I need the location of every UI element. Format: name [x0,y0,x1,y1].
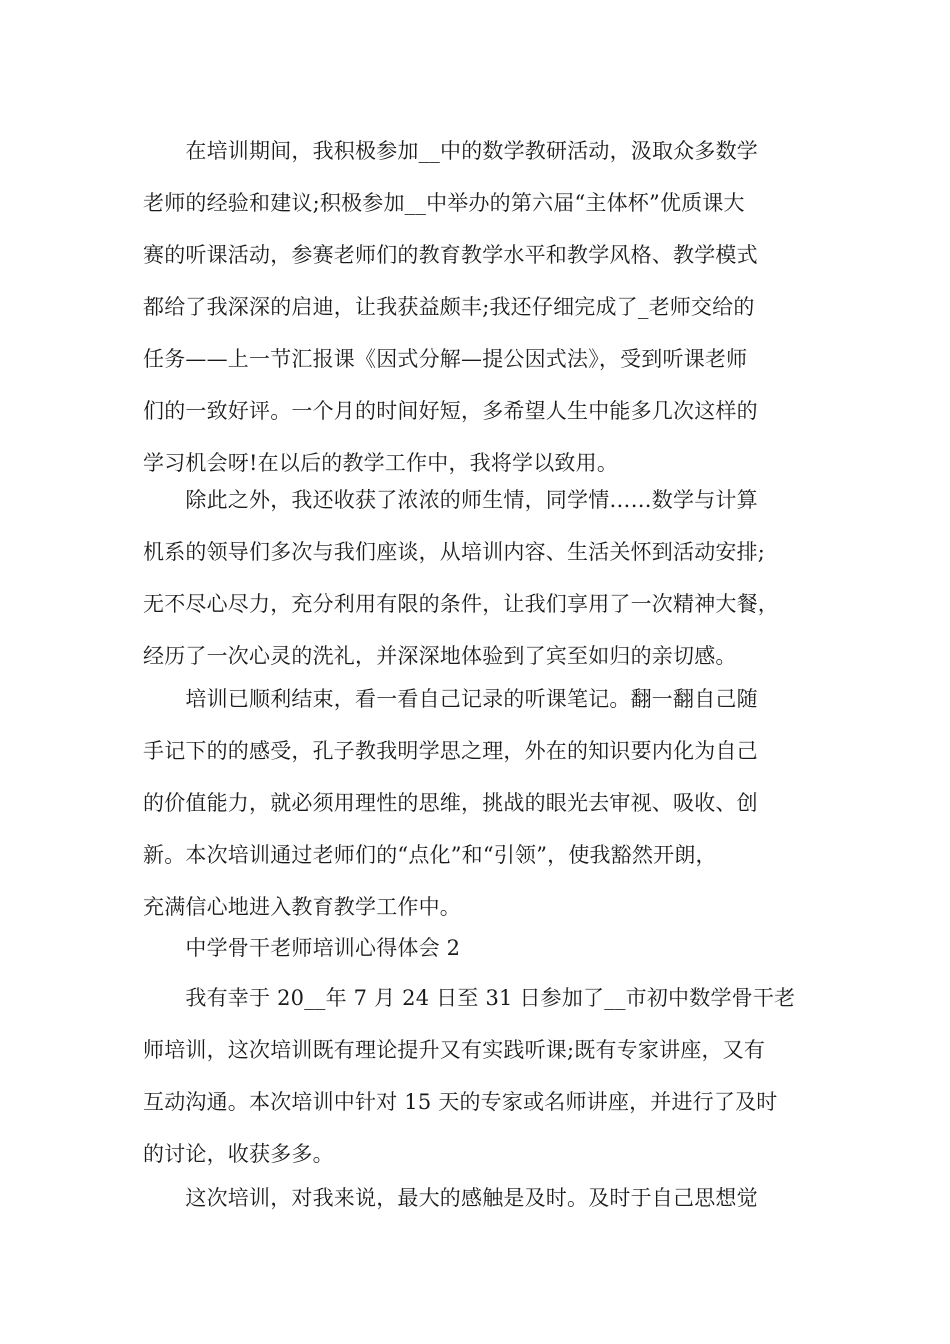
text-line: 新。本次培训通过老师们的“点化”和“引领”，使我豁然开朗， [143,843,717,867]
text-line: 培训已顺利结束，看一看自己记录的听课笔记。翻一翻自己随 [143,687,758,711]
text-line: 除此之外，我还收获了浓浓的师生情，同学情……数学与计算 [143,488,758,512]
text-line: 们的一致好评。一个月的时间好短，多希望人生中能多几次这样的 [143,399,758,423]
text-line: 无不尽心尽力，充分利用有限的条件，让我们享用了一次精神大餐， [143,592,779,616]
text-line: 老师的经验和建议;积极参加__中举办的第六届“主体杯”优质课大 [143,191,745,215]
section-heading [143,922,823,974]
section-title: 中学骨干老师培训心得体会 2 [143,936,461,960]
text-line: 机系的领导们多次与我们座谈，从培训内容、生活关怀到活动安排; [143,540,766,564]
text-line: 师培训，这次培训既有理论提升又有实践听课;既有专家讲座，又有 [143,1038,766,1062]
text-line: 我有幸于 20__年 7 月 24 日至 31 日参加了__市初中数学骨干老 [143,986,796,1010]
paragraph-training-conclusion [143,673,823,933]
text-line: 这次培训，对我来说，最大的感触是及时。及时于自己思想觉 [143,1186,758,1210]
text-line: 任务——上一节汇报课《因式分解—提公因式法》，受到听课老师 [143,347,748,371]
text-line: 学习机会呀!在以后的教学工作中，我将学以致用。 [143,451,619,475]
text-line: 赛的听课活动，参赛老师们的教育教学水平和教学风格、教学模式 [143,243,758,267]
text-line: 的讨论，收获多多。 [143,1142,334,1166]
text-line: 充满信心地进入教育教学工作中。 [143,895,461,919]
text-line: 都给了我深深的启迪，让我获益颇丰;我还仔细完成了_老师交给的 [143,295,755,319]
paragraph-teacher-student-bond [143,474,823,682]
text-line: 手记下的的感受，孔子教我明学思之理，外在的知识要内化为自己 [143,739,758,763]
text-line: 在培训期间，我积极参加__中的数学教研活动，汲取众多数学 [143,139,758,163]
paragraph-training-overview [143,972,823,1180]
text-line: 经历了一次心灵的洗礼，并深深地体验到了宾至如归的亲切感。 [143,644,737,668]
paragraph-training-period [143,125,823,489]
text-line: 的价值能力，就必须用理性的思维，挑战的眼光去审视、吸收、创 [143,791,758,815]
text-line: 互动沟通。本次培训中针对 15 天的专家或名师讲座，并进行了及时 [143,1090,778,1114]
paragraph-biggest-impression [143,1172,823,1224]
